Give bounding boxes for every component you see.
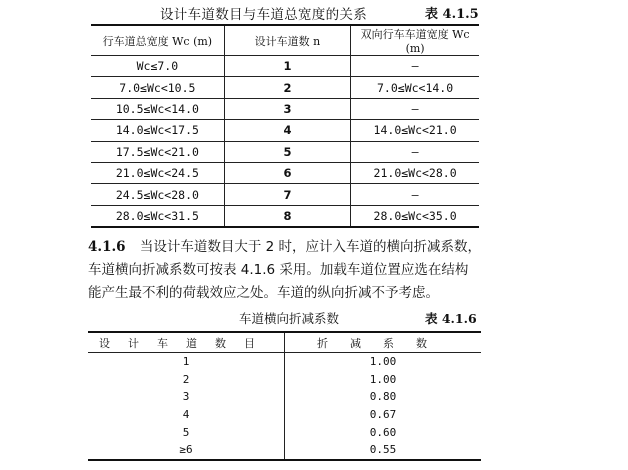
table-row [91, 120, 479, 141]
bidirectional-width-cell: — [411, 101, 419, 116]
lane-number-cell: 2 [88, 371, 285, 389]
lane-count-cell: 4 [224, 120, 350, 141]
lane-count-cell: 1 [224, 56, 350, 77]
lane-count-cell: 8 [224, 205, 350, 227]
table-row [91, 141, 479, 162]
total-width-cell: 7.0≤Wc<10.5 [91, 77, 224, 98]
lane-width-table [91, 24, 479, 228]
table-header-row [88, 332, 481, 353]
table-row [88, 353, 481, 371]
clause-paragraph-line1 [88, 236, 488, 258]
clause-number: 4.1.6 [88, 239, 126, 255]
table-row [88, 371, 481, 389]
lane-count-cell: 7 [224, 184, 350, 205]
reduction-factor-cell: 0.60 [369, 425, 397, 439]
table2-title: 车道横向折减系数 [239, 311, 340, 326]
bidirectional-width-cell: 21.0≤Wc<28.0 [373, 166, 457, 181]
bidirectional-width-cell: — [411, 59, 419, 74]
lane-number-cell: 3 [88, 388, 285, 406]
header-lane-number: 设计车道数目 [88, 332, 285, 353]
lane-count-cell: 2 [224, 77, 350, 98]
table-row [88, 423, 481, 441]
table2-label: 表 4.1.6 [425, 311, 477, 326]
reduction-factor-cell: 1.00 [369, 355, 397, 369]
table-row [91, 77, 479, 98]
lane-count-cell: 6 [224, 162, 350, 183]
total-width-cell: Wc≤7.0 [91, 56, 224, 77]
lane-number-cell: 4 [88, 406, 285, 424]
reduction-factor-cell: 0.67 [369, 408, 397, 422]
table-row [88, 388, 481, 406]
reduction-factor-cell: 1.00 [369, 372, 397, 386]
clause-text-line3: 能产生最不利的荷载效应之处。车道的纵向折减不予考虑。 [88, 285, 439, 301]
table-row [91, 162, 479, 183]
lane-number-cell: ≥6 [88, 441, 285, 460]
table-row [91, 98, 479, 119]
clause-text-line2: 车道横向折减系数可按表 4.1.6 采用。加载车道位置应选在结构 [88, 262, 469, 278]
lane-count-cell: 5 [224, 141, 350, 162]
table1-label: 表 4.1.5 [425, 7, 479, 22]
table1-title: 设计车道数目与车道总宽度的关系 [160, 7, 367, 23]
bidirectional-width-cell: 28.0≤Wc<35.0 [373, 208, 457, 223]
clause-text-line1: 当设计车道数目大于 2 时，应计入车道的横向折减系数， [139, 239, 482, 255]
table-row [91, 205, 479, 227]
header-total-width: 行车道总宽度 Wc (m) [91, 25, 224, 56]
total-width-cell: 14.0≤Wc<17.5 [91, 120, 224, 141]
lane-number-cell: 5 [88, 423, 285, 441]
reduction-factor-table [88, 331, 481, 461]
total-width-cell: 24.5≤Wc<28.0 [91, 184, 224, 205]
header-bidirectional-width: 双向行车车道宽度 Wc (m) [360, 28, 470, 55]
header-lane-count: 设计车道数 n [224, 25, 350, 56]
table-row [88, 406, 481, 424]
bidirectional-width-cell: — [411, 144, 419, 159]
bidirectional-width-cell: 14.0≤Wc<21.0 [373, 123, 457, 138]
table-row [91, 56, 479, 77]
lane-count-cell: 3 [224, 98, 350, 119]
table-header-row [91, 25, 479, 56]
lane-number-cell: 1 [88, 353, 285, 371]
header-reduction-factor: 折减系数 [317, 336, 449, 350]
reduction-factor-cell: 0.80 [369, 390, 397, 404]
total-width-cell: 21.0≤Wc<24.5 [91, 162, 224, 183]
table-row [91, 184, 479, 205]
total-width-cell: 17.5≤Wc<21.0 [91, 141, 224, 162]
reduction-factor-cell: 0.55 [369, 443, 397, 457]
total-width-cell: 28.0≤Wc<31.5 [91, 205, 224, 227]
bidirectional-width-cell: — [411, 187, 419, 202]
table-row [88, 441, 481, 460]
bidirectional-width-cell: 7.0≤Wc<14.0 [377, 80, 454, 95]
total-width-cell: 10.5≤Wc<14.0 [91, 98, 224, 119]
